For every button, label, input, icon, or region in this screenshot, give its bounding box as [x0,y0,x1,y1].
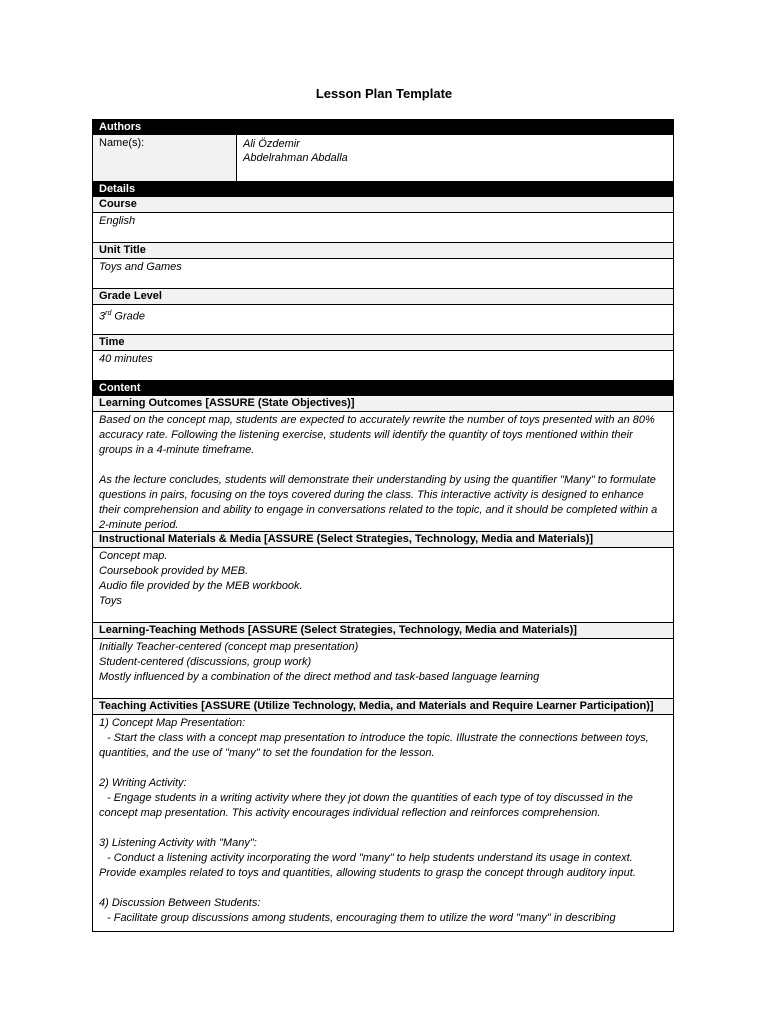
details-header: Details [93,182,673,197]
time-label: Time [93,335,673,351]
method-item: Student-centered (discussions, group work) [99,656,312,668]
unit-title-value: Toys and Games [93,259,673,289]
materials-value [93,548,673,623]
grade-ordinal-suffix: rd [105,310,112,317]
names-value [237,135,673,181]
time-value: 40 minutes [93,351,673,381]
activity-title: 2) Writing Activity: [99,777,187,789]
activity-title: 3) Listening Activity with "Many": [99,837,257,849]
authors-row [93,135,673,182]
grade-number: 3 [99,310,106,323]
course-label: Course [93,197,673,213]
material-item: Audio file provided by the MEB workbook. [99,580,303,592]
activity-title: 4) Discussion Between Students: [99,897,261,909]
material-item: Concept map. [99,550,168,562]
method-item: Mostly influenced by a combination of the direct method and task-based language learning [99,671,540,683]
authors-header: Authors [93,120,673,135]
course-value: English [93,213,673,243]
lesson-plan-table [92,119,674,932]
teaching-activities-label: Teaching Activities [ASSURE (Utilize Technology, Media, and Materials and Require Learner Participation)] [93,699,673,715]
material-item: Coursebook provided by MEB. [99,565,249,577]
page-title: Lesson Plan Template [315,86,453,101]
teaching-activities-value [93,715,673,927]
activity-body: - Start the class with a concept map presentation to introduce the topic. Illustrate the connections between toys, quantities, and the use of "many" to set the foundation for the lesson. [99,732,649,759]
grade-level-label: Grade Level [93,289,673,305]
learning-outcomes-value [93,412,673,532]
grade-word: Grade [111,310,145,323]
activity-body: - Facilitate group discussions among students, encouraging them to utilize the word "many" in describing [107,912,616,924]
unit-title-label: Unit Title [93,243,673,259]
methods-value [93,639,673,699]
outcomes-paragraph: As the lecture concludes, students will demonstrate their understanding by using the quantifier "Many" to formulate questions in pairs, focusing on the toys covered during the class. This interactive activity is designed to enhance their comprehension and ability to engage in conversations related to the topic, and it should be completed within a 2-minute period. [99,474,658,531]
author-name: Abdelrahman Abdalla [243,152,348,164]
method-item: Initially Teacher-centered (concept map presentation) [99,641,359,653]
materials-label: Instructional Materials & Media [ASSURE (Select Strategies, Technology, Media and Materials)] [93,532,673,548]
methods-label: Learning-Teaching Methods [ASSURE (Select Strategies, Technology, Media and Materials)] [93,623,673,639]
grade-level-value [93,305,673,335]
activity-body: - Engage students in a writing activity where they jot down the quantities of each type of toy discussed in the concept map presentation. This activity encourages individual reflection and reinforces comprehension. [99,792,633,819]
content-header: Content [93,381,673,396]
names-label: Name(s): [93,135,237,181]
activity-body: - Conduct a listening activity incorporating the word "many" to help students understand its usage in context. Provide examples related to toys and quantities, allowing students to grasp the concept through auditory input. [99,852,636,879]
material-item: Toys [99,595,122,607]
learning-outcomes-label: Learning Outcomes [ASSURE (State Objectives)] [93,396,673,412]
activity-title: 1) Concept Map Presentation: [99,717,246,729]
outcomes-paragraph: Based on the concept map, students are expected to accurately rewrite the number of toys presented with an 80% accuracy rate. Following the listening exercise, students will identify the quantity of toys mentioned within their groups in a 4-minute timeframe. [99,414,655,456]
author-name: Ali Özdemir [243,138,300,150]
